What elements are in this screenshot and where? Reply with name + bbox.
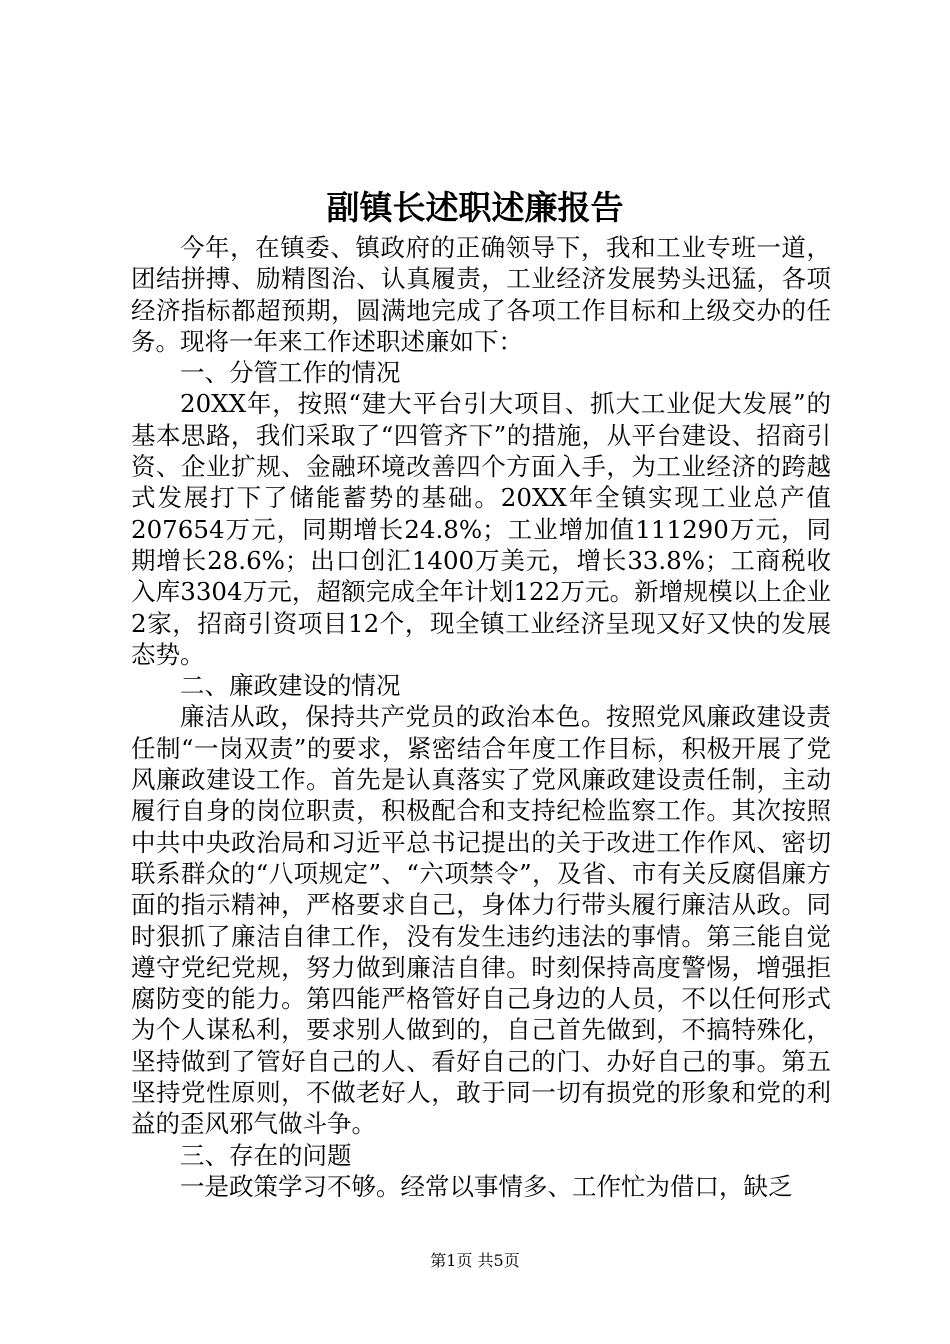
paragraph-work: 20XX年，按照“建大平台引大项目、抓大工业促大发展”的基本思路，我们采取了“四管齐下”的措施，从平台建设、招商引资、企业扩规、金融环境改善四个方面入手，为工业经济的跨越式发展打下了储能蓄势的基础。20XX年全镇实现工业总产值207654万元，同期增长24.8%；工业增加值111290万元，同期增长28.6%；出口创汇1400万美元，增长33.8%；工商税收入库3304万元，超额完成全年计划122万元。新增规模以上企业2家，招商引资项目12个，现全镇工业经济呈现又好又快的发展态势。 xyxy=(131,389,831,669)
page-footer: 第1页 共5页 xyxy=(430,1251,520,1270)
section-heading-1: 一、分管工作的情况 xyxy=(180,358,401,388)
paragraph-integrity: 廉洁从政，保持共产党员的政治本色。按照党风廉政建设责任制“一岗双责”的要求，紧密结合年度工作目标，积极开展了党风廉政建设工作。首先是认真落实了党风廉政建设责任制，主动履行自身的岗位职责，积极配合和支持纪检监察工作。其次按照中共中央政治局和习近平总书记提出的关于改进工作作风、密切联系群众的“八项规定”、“六项禁令”，及省、市有关反腐倡廉方面的指示精神，严格要求自己，身体力行带头履行廉洁从政。同时狠抓了廉洁自律工作，没有发生违约违法的事情。第三能自觉遵守党纪党规，努力做到廉洁自律。时刻保持高度警惕，增强拒腐防变的能力。第四能严格管好自己身边的人员，不以任何形式为个人谋私利，要求别人做到的，自己首先做到，不搞特殊化，坚持做到了管好自己的人、看好自己的门、办好自己的事。第五坚持党性原则，不做老好人，敢于同一切有损党的形象和党的利益的歪风邪气做斗争。 xyxy=(131,702,831,1139)
document-title: 副镇长述职述廉报告 xyxy=(326,188,624,227)
document-body xyxy=(131,232,831,1202)
section-heading-2: 二、廉政建设的情况 xyxy=(180,671,401,701)
paragraph-problems: 一是政策学习不够。经常以事情多、工作忙为借口，缺乏 xyxy=(180,1171,793,1201)
section-heading-3: 三、存在的问题 xyxy=(180,1140,352,1170)
paragraph-intro: 今年，在镇委、镇政府的正确领导下，我和工业专班一道，团结拼搏、励精图治、认真履责，工业经济发展势头迅猛，各项经济指标都超预期，圆满地完成了各项工作目标和上级交办的任务。现将一年来工作述职述廉如下： xyxy=(131,233,831,356)
